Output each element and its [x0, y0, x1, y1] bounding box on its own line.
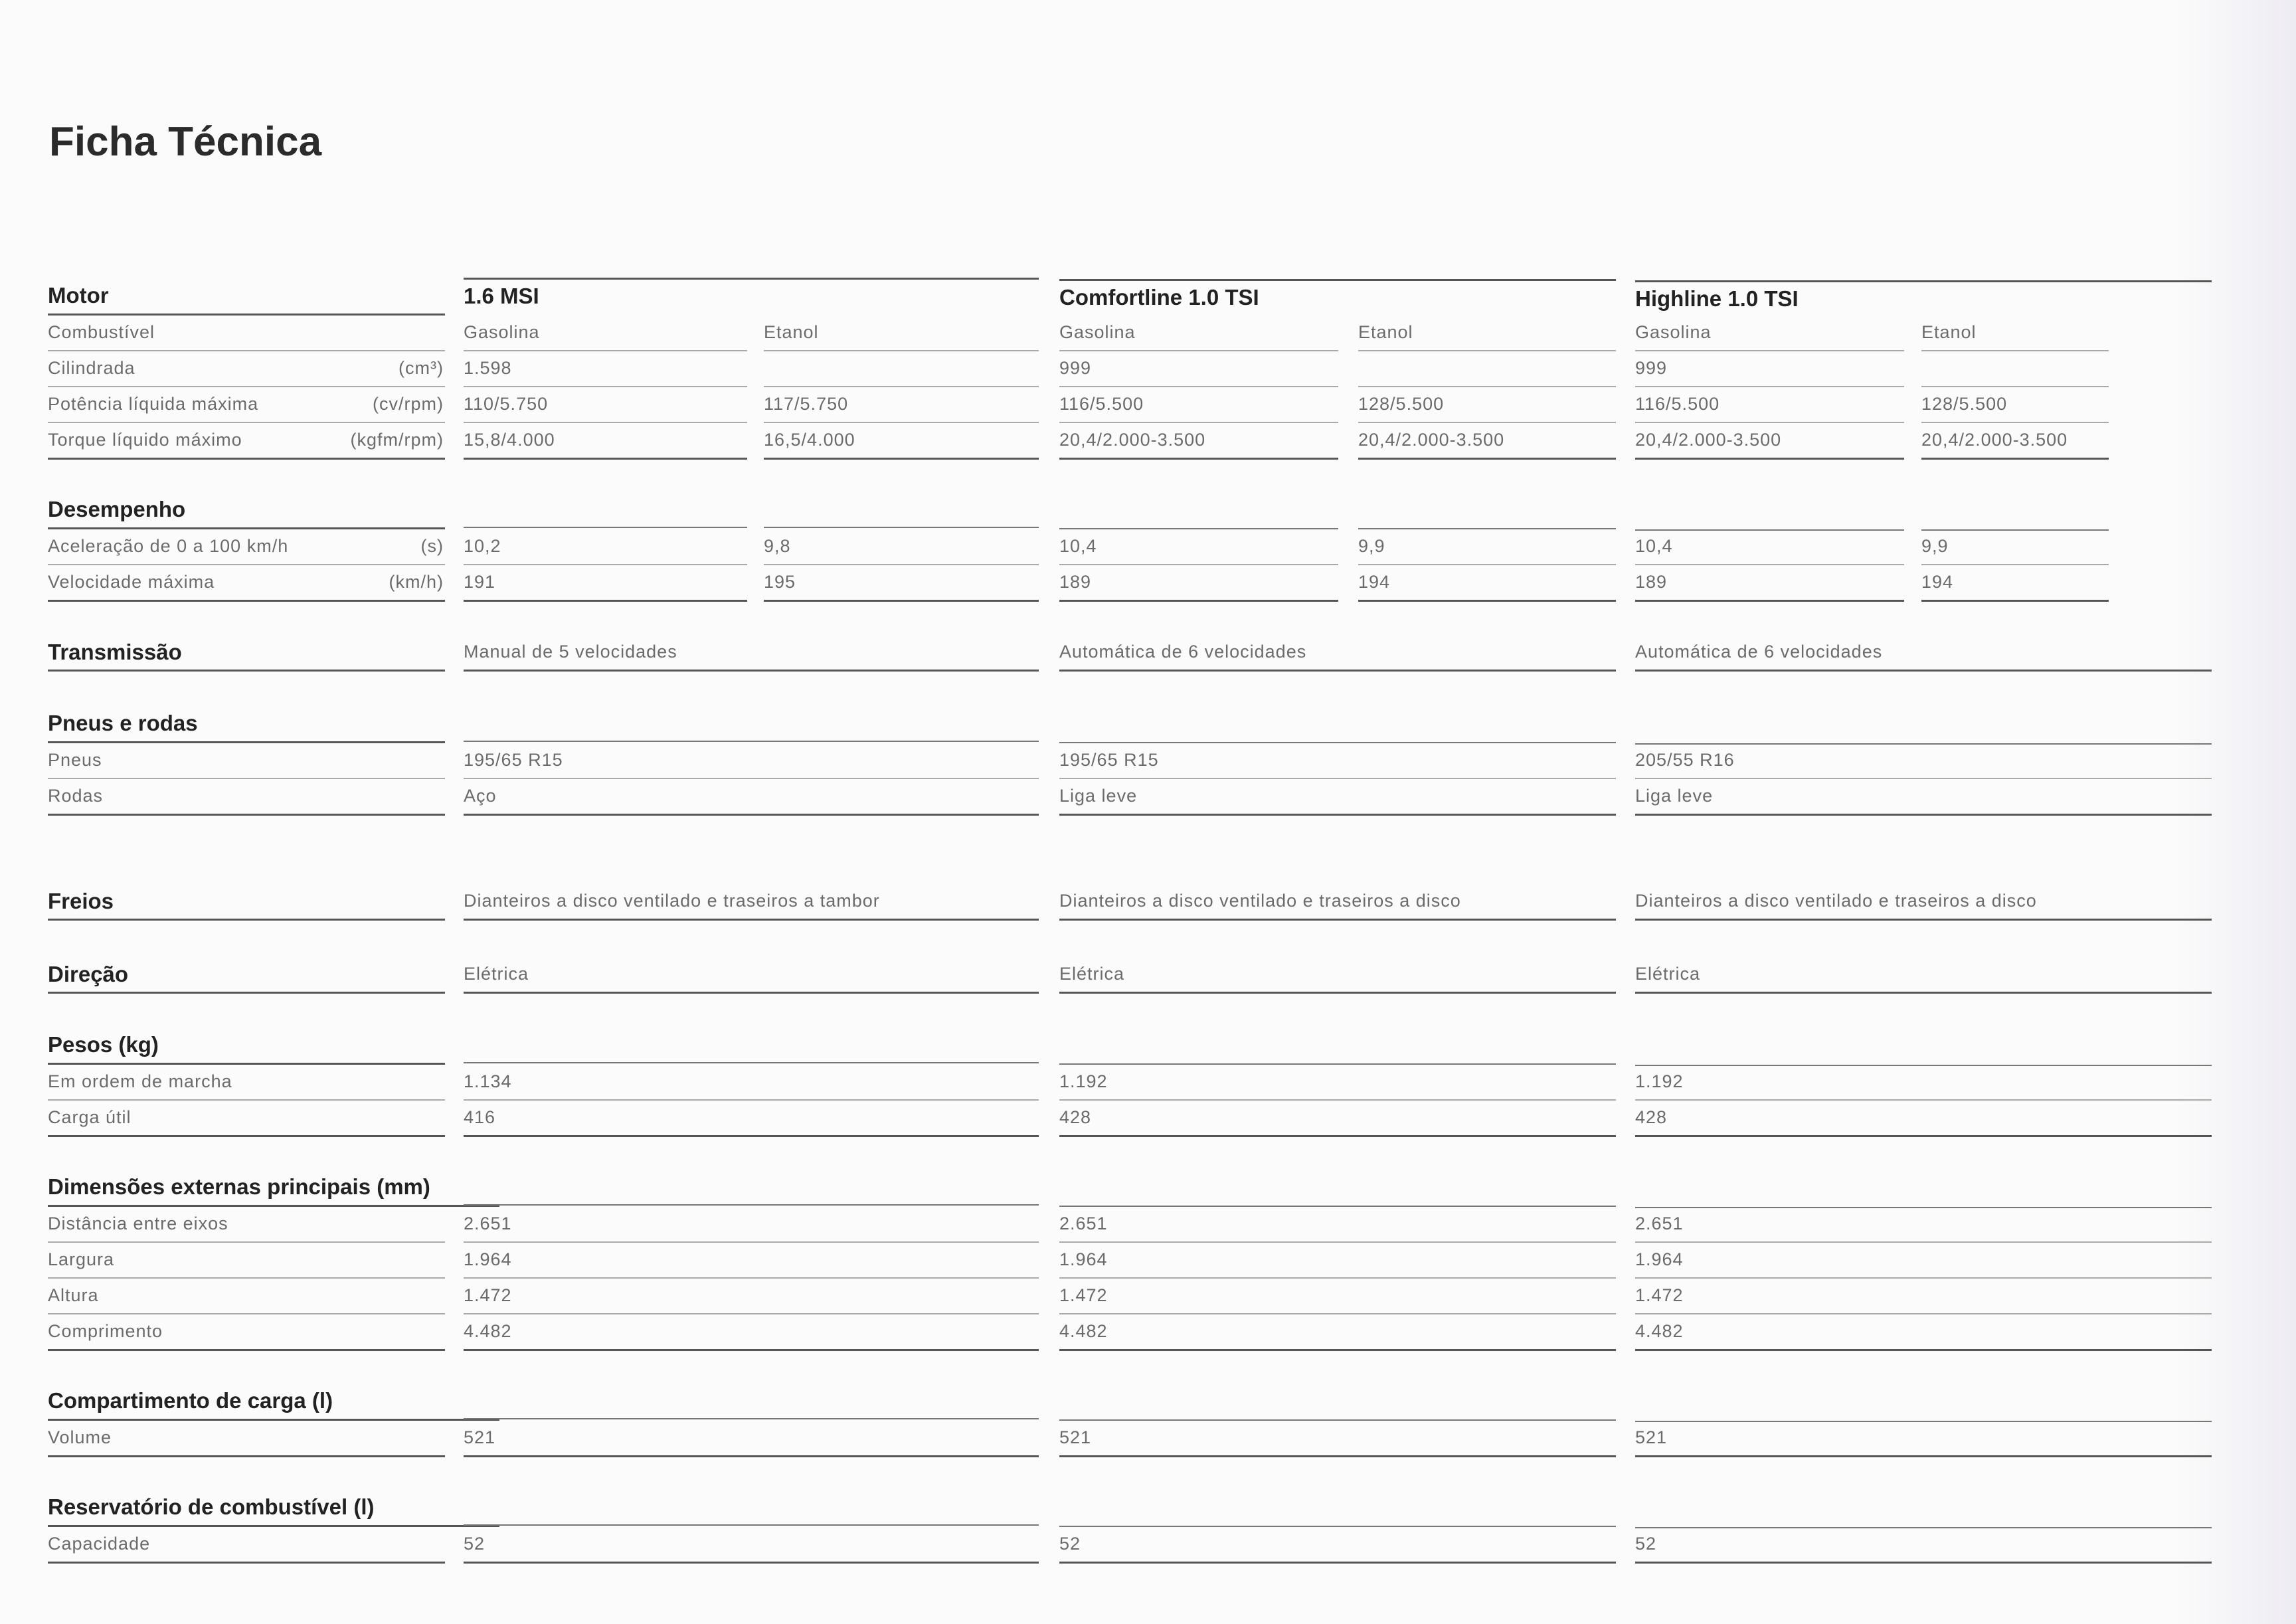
row-label: Largura	[48, 1242, 445, 1279]
value-cell: 4.482	[1635, 1314, 2212, 1351]
row-label: Carga útil	[48, 1100, 445, 1137]
row-label: Pneus	[48, 743, 445, 779]
value-cell: 10,4	[1635, 529, 1904, 565]
divider	[764, 527, 1039, 528]
value-cell	[1921, 351, 2109, 387]
fuel-label: Etanol	[1921, 315, 2109, 351]
value-cell: 191	[464, 565, 747, 602]
value-cell: 52	[1059, 1526, 1616, 1564]
value-cell: 195/65 R15	[464, 743, 1039, 779]
unit-label: (cv/rpm)	[373, 394, 444, 414]
value-cell: 10,2	[464, 529, 747, 565]
value-cell: 1.964	[1059, 1242, 1616, 1279]
value-cell: 4.482	[1059, 1314, 1616, 1351]
value-cell: 205/55 R16	[1635, 743, 2212, 779]
value-cell: 194	[1358, 565, 1616, 602]
fuel-label: Etanol	[1358, 315, 1616, 351]
value-cell: 1.472	[1635, 1278, 2212, 1314]
value-cell: 1.192	[1635, 1064, 2212, 1101]
value-cell: 128/5.500	[1358, 387, 1616, 423]
value-cell: 189	[1059, 565, 1338, 602]
section-motor: Motor	[48, 278, 445, 316]
value-cell: 20,4/2.000-3.500	[1059, 422, 1338, 460]
divider	[464, 1524, 1039, 1526]
value-cell: 1.192	[1059, 1064, 1616, 1101]
table-row-rodas	[0, 778, 2296, 814]
value-cell: 521	[1635, 1420, 2212, 1457]
unit-label: (km/h)	[389, 572, 444, 592]
value-cell: 416	[464, 1100, 1039, 1137]
divider	[464, 527, 747, 528]
row-label: Cilindrada (cm³)	[48, 351, 445, 387]
table-row-em-ordem-de-marcha	[0, 1064, 2296, 1100]
value-cell: Liga leve	[1059, 778, 1616, 816]
value-cell: 2.651	[464, 1206, 1039, 1243]
divider	[464, 1418, 1039, 1419]
section-pesos: Pesos (kg)	[48, 1027, 445, 1065]
row-label: Potência líquida máxima (cv/rpm)	[48, 387, 445, 423]
version-header-1-6-msi: 1.6 MSI	[464, 278, 1039, 309]
value-cell: 195	[764, 565, 1039, 602]
value-cell: Elétrica	[1059, 956, 1616, 994]
section-pneus-rodas: Pneus e rodas	[48, 705, 445, 743]
value-cell: Automática de 6 velocidades	[1635, 634, 2212, 672]
value-cell: 10,4	[1059, 529, 1338, 565]
section-desempenho: Desempenho	[48, 492, 445, 529]
value-cell: 428	[1635, 1100, 2212, 1137]
value-cell: Dianteiros a disco ventilado e traseiros a disco	[1635, 883, 2212, 921]
version-header-comfortline: Comfortline 1.0 TSI	[1059, 279, 1616, 310]
table-row-capacidade	[0, 1526, 2296, 1562]
value-cell: Elétrica	[464, 956, 1039, 994]
section-compartimento-carga: Compartimento de carga (l)	[48, 1383, 499, 1421]
table-row-transmissao	[0, 634, 2296, 670]
row-label: Aceleração de 0 a 100 km/h (s)	[48, 529, 445, 565]
row-label: Comprimento	[48, 1314, 445, 1351]
value-cell: 116/5.500	[1635, 387, 1904, 423]
table-row-pneus	[0, 743, 2296, 778]
divider	[464, 1062, 1039, 1063]
fuel-label: Gasolina	[1059, 315, 1338, 351]
value-cell: 20,4/2.000-3.500	[1921, 422, 2109, 460]
version-header-highline: Highline 1.0 TSI	[1635, 280, 2212, 312]
table-row-direcao	[0, 956, 2296, 992]
row-label: Combustível	[48, 315, 445, 351]
fuel-label: Gasolina	[1635, 315, 1904, 351]
table-row-largura	[0, 1242, 2296, 1278]
fuel-label: Gasolina	[464, 315, 747, 351]
value-cell	[764, 351, 1039, 387]
row-label: Torque líquido máximo (kgfm/rpm)	[48, 422, 445, 460]
table-row-freios	[0, 883, 2296, 919]
value-cell: 9,9	[1358, 529, 1616, 565]
value-cell: Dianteiros a disco ventilado e traseiros a disco	[1059, 883, 1616, 921]
value-cell: 194	[1921, 565, 2109, 602]
value-cell: 20,4/2.000-3.500	[1635, 422, 1904, 460]
row-label: Altura	[48, 1278, 445, 1314]
section-transmissao: Transmissão	[48, 634, 445, 672]
section-dimensoes: Dimensões externas principais (mm)	[48, 1169, 499, 1207]
value-cell: 15,8/4.000	[464, 422, 747, 460]
value-cell: 4.482	[464, 1314, 1039, 1351]
section-reservatorio: Reservatório de combustível (l)	[48, 1489, 499, 1527]
unit-label: (s)	[420, 536, 444, 556]
value-cell: 52	[464, 1526, 1039, 1564]
divider	[464, 741, 1039, 742]
table-row-altura	[0, 1278, 2296, 1314]
value-cell: 117/5.750	[764, 387, 1039, 423]
table-row-velocidade	[0, 565, 2296, 600]
value-cell: 999	[1635, 351, 1904, 387]
value-cell: 110/5.750	[464, 387, 747, 423]
section-freios: Freios	[48, 883, 445, 921]
row-label: Velocidade máxima (km/h)	[48, 565, 445, 602]
unit-label: (kgfm/rpm)	[350, 430, 444, 450]
value-cell	[1358, 351, 1616, 387]
value-cell: 195/65 R15	[1059, 743, 1616, 779]
table-row-torque	[0, 422, 2296, 458]
value-cell: 1.598	[464, 351, 747, 387]
value-cell: 128/5.500	[1921, 387, 2109, 423]
section-direcao: Direção	[48, 956, 445, 994]
value-cell: 428	[1059, 1100, 1616, 1137]
table-row-combustivel	[0, 315, 2296, 351]
value-cell: 2.651	[1635, 1206, 2212, 1243]
row-label: Em ordem de marcha	[48, 1064, 445, 1101]
row-label: Rodas	[48, 778, 445, 816]
value-cell: 1.964	[1635, 1242, 2212, 1279]
value-cell: 16,5/4.000	[764, 422, 1039, 460]
value-cell: 1.472	[1059, 1278, 1616, 1314]
value-cell: 1.472	[464, 1278, 1039, 1314]
table-row-carga-util	[0, 1100, 2296, 1136]
value-cell: Aço	[464, 778, 1039, 816]
value-cell: 521	[1059, 1420, 1616, 1457]
value-cell: Dianteiros a disco ventilado e traseiros a tambor	[464, 883, 1039, 921]
fuel-label: Etanol	[764, 315, 1039, 351]
value-cell: 999	[1059, 351, 1338, 387]
value-cell: 116/5.500	[1059, 387, 1338, 423]
table-row-distancia-entre-eixos	[0, 1206, 2296, 1242]
value-cell: 52	[1635, 1526, 2212, 1564]
table-row-aceleracao	[0, 529, 2296, 565]
value-cell: 20,4/2.000-3.500	[1358, 422, 1616, 460]
value-cell: Manual de 5 velocidades	[464, 634, 1039, 672]
table-row-volume	[0, 1420, 2296, 1456]
row-label: Volume	[48, 1420, 445, 1457]
row-label: Distância entre eixos	[48, 1206, 445, 1243]
value-cell: 521	[464, 1420, 1039, 1457]
unit-label: (cm³)	[398, 358, 444, 378]
value-cell: 1.134	[464, 1064, 1039, 1101]
table-row-comprimento	[0, 1314, 2296, 1350]
table-row-cilindrada	[0, 351, 2296, 387]
value-cell: 189	[1635, 565, 1904, 602]
page-title: Ficha Técnica	[49, 119, 322, 165]
value-cell: 9,9	[1921, 529, 2109, 565]
value-cell: 2.651	[1059, 1206, 1616, 1243]
divider	[464, 1204, 1039, 1206]
table-row-potencia	[0, 387, 2296, 422]
value-cell: Elétrica	[1635, 956, 2212, 994]
value-cell: 9,8	[764, 529, 1039, 565]
value-cell: Liga leve	[1635, 778, 2212, 816]
row-label: Capacidade	[48, 1526, 445, 1564]
value-cell: Automática de 6 velocidades	[1059, 634, 1616, 672]
value-cell: 1.964	[464, 1242, 1039, 1279]
